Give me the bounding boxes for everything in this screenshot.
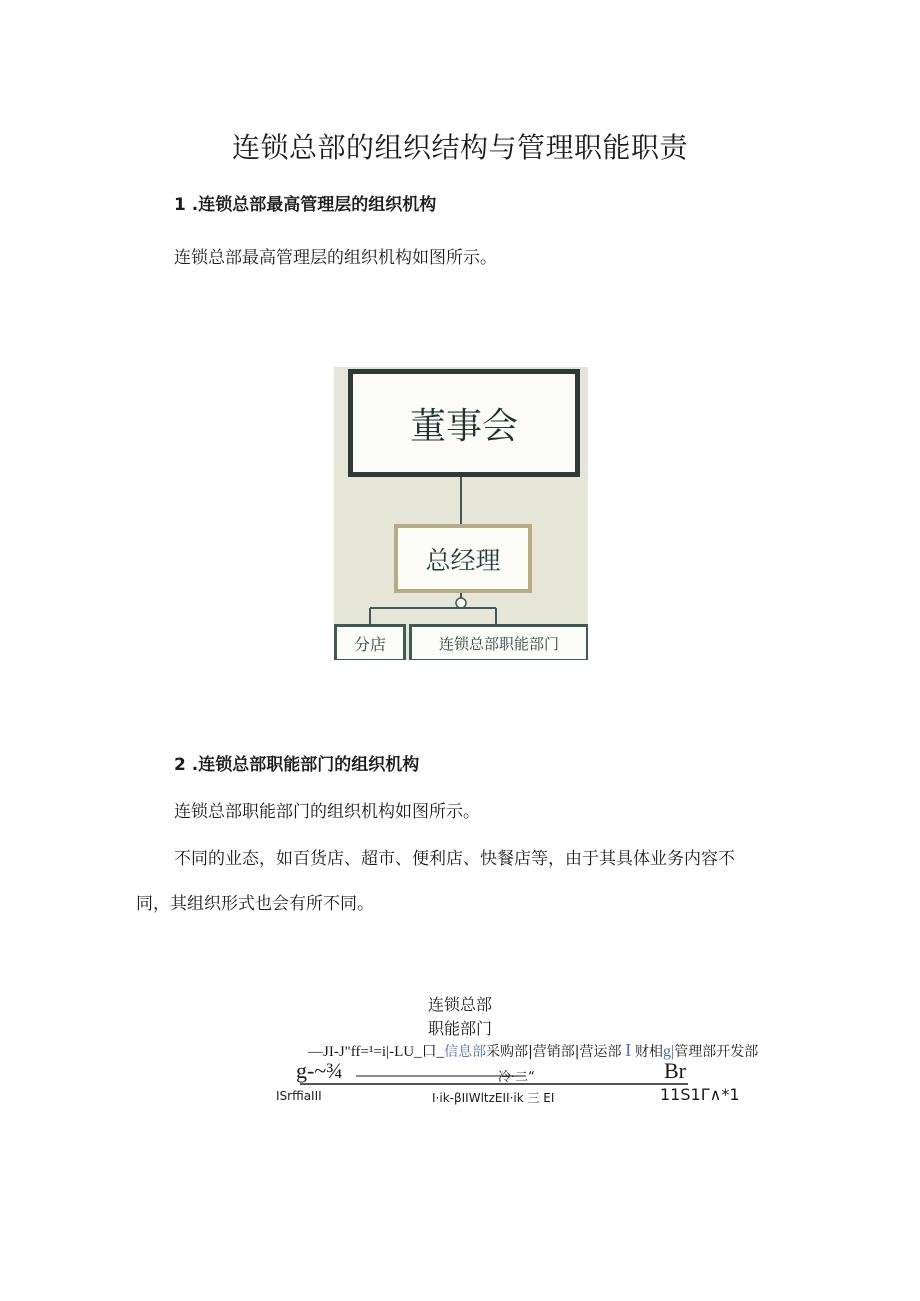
dept-chart-row-3-left: ISrffiaIII (276, 1089, 322, 1103)
dept-chart-root-line-1: 连锁总部 (428, 995, 493, 1014)
dept-chart-row-3-right: 11S1Γ∧*1 (660, 1085, 740, 1104)
general-manager-box (394, 524, 532, 593)
dept-chart-row-2-mid: 冷·二“ (498, 1070, 535, 1085)
dept-chart-row-1-a: —JI-J"ff=¹=i|-LU_口_ (308, 1044, 445, 1060)
general-manager-label: 总经理 (425, 545, 501, 575)
section-1-paragraph: 连锁总部最高管理层的组织机构如图所示。 (174, 248, 497, 268)
dept-chart-row-1-c: 采购部|营销部|营运部 (486, 1044, 622, 1060)
org-chart-figure (334, 367, 588, 660)
dept-chart-row-1-d: I (625, 1040, 632, 1060)
dept-chart-row-1-g: 管理部开发部 (674, 1044, 759, 1060)
branch-box (334, 624, 406, 660)
dept-chart-root-line-2: 职能部门 (428, 1019, 493, 1038)
branch-label: 分店 (353, 634, 386, 654)
dept-chart-row-1-f: g| (663, 1043, 675, 1060)
section-2-paragraph-2-line-1: 不同的业态，如百货店、超市、便利店、快餐店等，由于其具体业务内容不 (174, 849, 735, 869)
departments-label: 连锁总部职能部门 (438, 634, 559, 653)
departments-box (409, 624, 588, 660)
dept-chart-finance: 财相 (635, 1044, 664, 1060)
section-2-paragraph-1: 连锁总部职能部门的组织机构如图所示。 (174, 802, 480, 822)
dept-chart-info-dept: 信息部 (444, 1045, 487, 1060)
board-box (348, 369, 580, 477)
section-2-paragraph-2-line-2: 同，其组织形式也会有所不同。 (136, 894, 374, 914)
dept-chart-underline (296, 1062, 696, 1092)
section-2-heading: 2 .连锁总部职能部门的组织机构 (174, 755, 420, 775)
dept-chart-row-3-mid: I·ik-βIIWltzEII·ik 三 EI (432, 1091, 555, 1105)
section-1-heading: 1 .连锁总部最高管理层的组织机构 (174, 195, 437, 215)
page-title: 连锁总部的组织结构与管理职能职责 (231, 131, 688, 164)
dept-chart-row-2-left: g-~¾ (296, 1058, 343, 1083)
dept-chart-row-2-right: Br (664, 1058, 686, 1083)
board-label: 董事会 (409, 405, 518, 447)
dept-chart-row-1 (308, 1040, 758, 1061)
